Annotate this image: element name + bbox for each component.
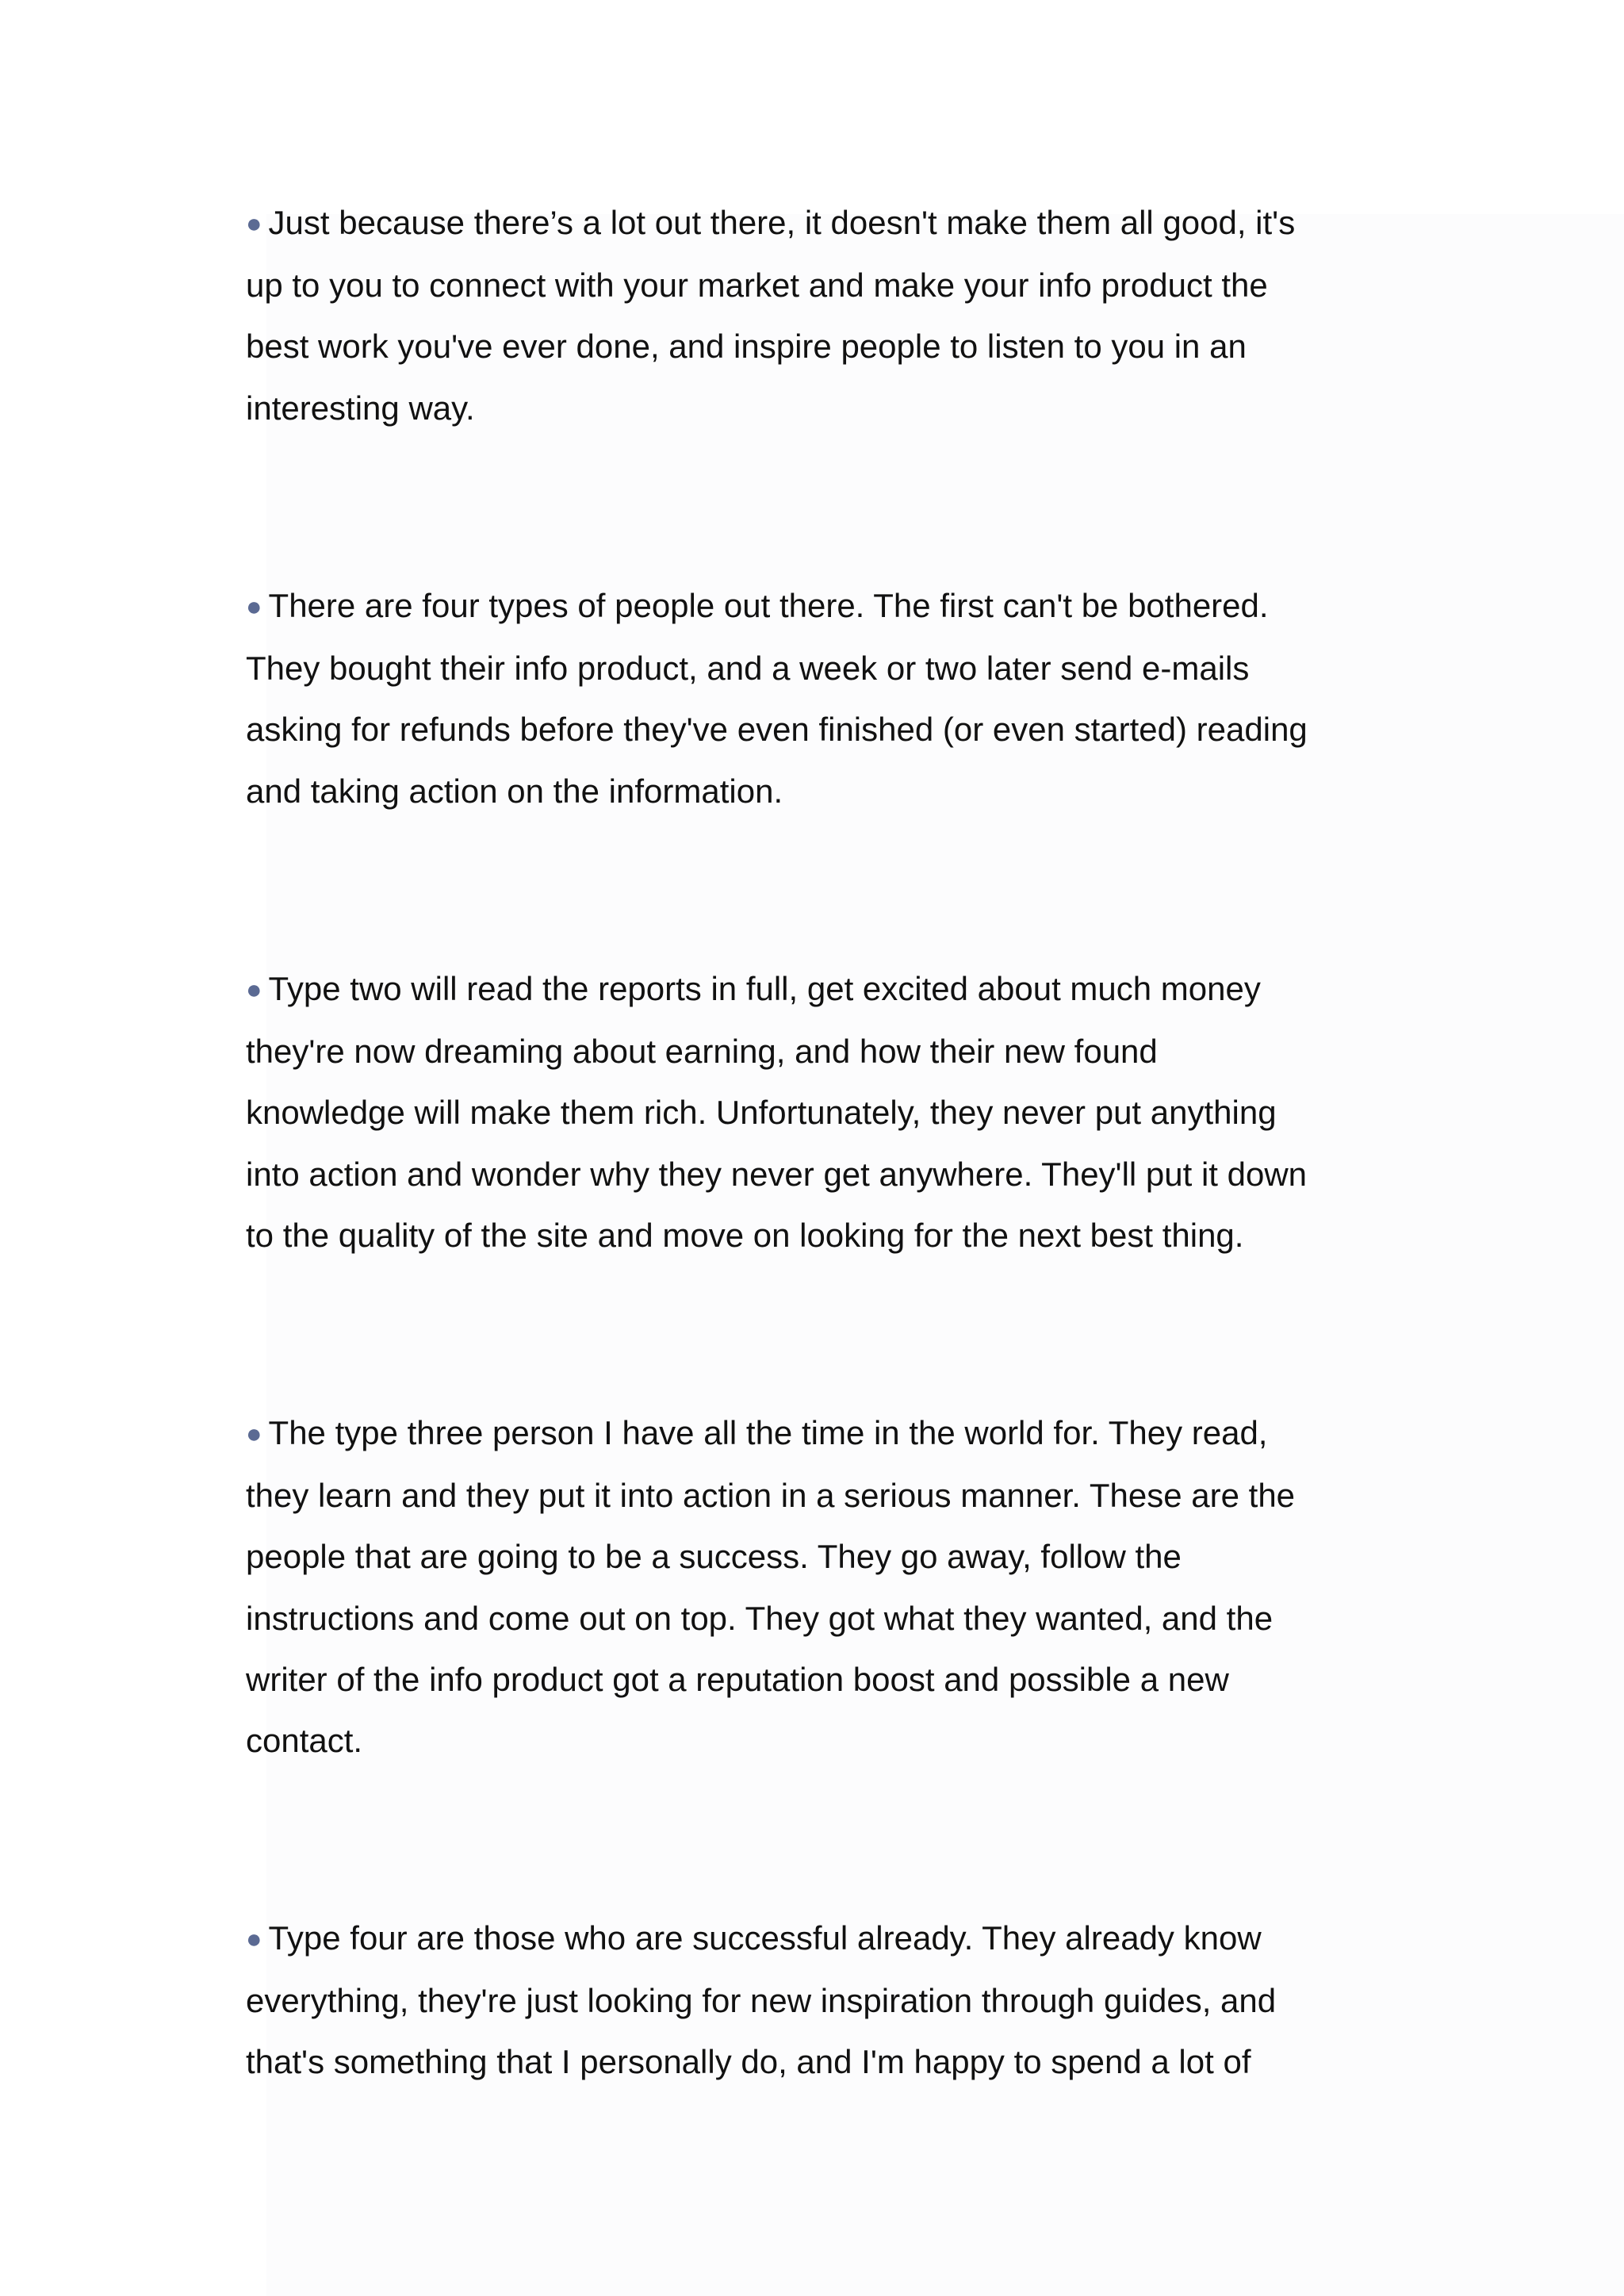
paragraph-line: The type three person I have all the time in the world for. They read, <box>268 1414 1268 1451</box>
paragraph-line: There are four types of people out there. The first can't be bothered. <box>268 587 1269 624</box>
paragraph-line: They bought their info product, and a week or two later send e-mails <box>246 650 1250 688</box>
paragraph-line: knowledge will make them rich. Unfortunately, they never put anything <box>246 1094 1277 1132</box>
paragraph-line: best work you've ever done, and inspire people to listen to you in an <box>246 328 1247 366</box>
bullet-icon: ● <box>246 1419 262 1449</box>
paragraph-line: up to you to connect with your market and make your info product the <box>246 266 1268 305</box>
paragraph-line: instructions and come out on top. They got what they wanted, and the <box>246 1599 1274 1637</box>
bullet-paragraph-4 <box>246 1402 1295 1771</box>
paragraph-line: Type two will read the reports in full, get excited about much money <box>268 970 1261 1007</box>
bullet-paragraph-1 <box>246 192 1295 439</box>
bullet-icon: ● <box>246 1924 262 1954</box>
paragraph-line: asking for refunds before they've even finished (or even started) reading <box>246 711 1308 749</box>
paragraph-line: everything, they're just looking for new inspiration through guides, and <box>246 1982 1277 2020</box>
paragraph-line: into action and wonder why they never get anywhere. They'll put it down <box>246 1155 1308 1193</box>
paragraph-line: Type four are those who are successful already. They already know <box>268 1919 1262 1957</box>
bullet-paragraph-5 <box>246 1907 1276 2093</box>
bullet-icon: ● <box>246 975 262 1005</box>
bullet-paragraph-2 <box>246 575 1308 822</box>
paragraph-line: they're now dreaming about earning, and how their new found <box>246 1033 1158 1071</box>
paragraph-line: interesting way. <box>246 389 475 427</box>
bullet-icon: ● <box>246 592 262 622</box>
paragraph-line: that's something that I personally do, and I'm happy to spend a lot of <box>246 2043 1251 2081</box>
paragraph-line: and taking action on the information. <box>246 772 783 810</box>
paragraph-line: they learn and they put it into action in a serious manner. These are the <box>246 1477 1296 1515</box>
bullet-paragraph-3 <box>246 958 1307 1266</box>
paragraph-line: people that are going to be a success. They go away, follow the <box>246 1538 1182 1576</box>
paragraph-line: writer of the info product got a reputation boost and possible a new <box>246 1660 1229 1698</box>
bullet-icon: ● <box>246 209 262 239</box>
paragraph-line: to the quality of the site and move on looking for the next best thing. <box>246 1216 1244 1254</box>
paragraph-line: Just because there’s a lot out there, it doesn't make them all good, it's <box>268 204 1296 241</box>
paragraph-line: contact. <box>246 1722 363 1760</box>
